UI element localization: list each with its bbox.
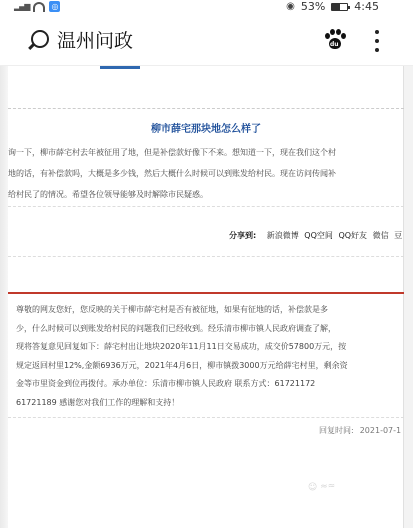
signal-icon: ▂▄▆: [14, 2, 30, 11]
question-title: 柳市薛宅那块地怎么样了: [151, 124, 261, 135]
search-icon[interactable]: [31, 30, 49, 48]
status-bar: [0, 0, 413, 14]
watermark-logo: ☺ ≈≈: [307, 481, 336, 493]
share-wechat-link[interactable]: 微信: [372, 231, 389, 240]
reply-line: 61721189 感谢您对我们工作的理解和支持！: [16, 397, 180, 407]
reply-line: 少，什么时候可以到账发给村民的问题我们已经收到。经乐清市柳市镇人民政府调查了解，: [16, 323, 336, 333]
content-area[interactable]: [0, 66, 413, 528]
reply-line: 现将答复意见回复如下：薛宅村出让地块2020年11月11日交易成功，成交价57800万元，按: [16, 342, 347, 352]
share-qq-link[interactable]: QQ好友: [338, 231, 368, 240]
eye-comfort-icon: ◉: [286, 1, 295, 12]
wifi-icon: [33, 2, 45, 12]
question-body: [8, 142, 408, 205]
battery-percent: 53%: [300, 0, 326, 13]
clock: 4:45: [354, 0, 379, 13]
share-row: [229, 230, 405, 241]
reply-panel: [8, 292, 404, 528]
page-title: 温州问政: [57, 30, 134, 52]
reply-time-label: 回复时间:: [319, 426, 354, 435]
left-edge: [0, 66, 8, 528]
active-tab-indicator: [100, 66, 140, 69]
divider: [8, 206, 404, 207]
battery-icon: [331, 3, 348, 11]
reply-line: 尊敬的网友您好，您反映的关于柳市薛宅村是否有被征地，如果有征地的话，补偿款是多: [16, 305, 328, 314]
question-panel: [8, 66, 404, 318]
baidu-paw-icon[interactable]: du: [324, 29, 346, 51]
reply-time: [319, 425, 401, 436]
share-qzone-link[interactable]: QQ空间: [304, 231, 333, 240]
more-vert-icon[interactable]: [374, 30, 380, 52]
reply-time-value: 2021-07-1: [359, 426, 402, 435]
status-indicators: [14, 1, 60, 12]
reply-line: 金等市里资金到位再拨付。承办单位：乐清市柳市镇人民政府 联系方式：61721172: [16, 379, 316, 389]
question-line: 询一下，柳市薛宅村去年被征用了地，但是补偿款好像下不来。想知道一下，现在我们这个村: [8, 148, 336, 157]
right-edge: [404, 66, 413, 528]
question-line: 给村民了的情况。希望各位领导能够及时解除市民疑惑。: [8, 190, 208, 199]
divider: [8, 108, 404, 109]
divider: [8, 256, 404, 257]
status-right: [286, 0, 379, 13]
divider: [8, 417, 404, 418]
app-header: [0, 14, 413, 66]
app-notification-icon: ◎: [49, 1, 60, 12]
share-label: 分享到:: [229, 231, 257, 240]
reply-body: [16, 301, 412, 413]
reply-line: 规定返回村里12%,金额6936万元，2021年4月6日，柳市镇拨3000万元给薛宅村里，剩余资: [16, 360, 348, 370]
reply-accent-line: [8, 292, 404, 294]
question-line: 地的话，有补偿款吗，大概是多少钱，然后大概什么时候可以到账发给村民。现在访问传闻补: [8, 169, 336, 178]
share-douban-link[interactable]: 豆: [394, 231, 403, 240]
share-weibo-link[interactable]: 新浪微博: [266, 231, 299, 240]
